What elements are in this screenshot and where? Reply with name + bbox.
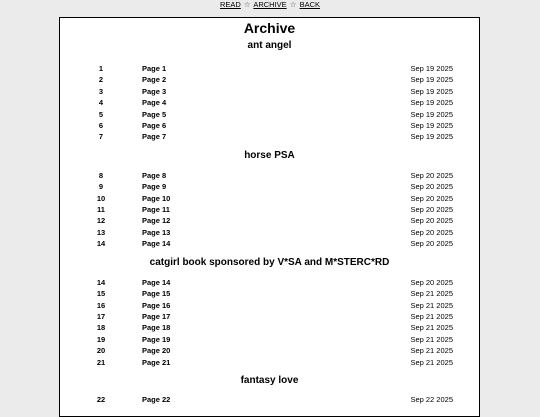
page-date: Sep 19 2025 — [410, 132, 453, 142]
page-link[interactable]: Page 4 — [142, 98, 167, 108]
archive-sections — [60, 39, 479, 405]
archive-row — [60, 170, 479, 181]
archive-row — [60, 394, 479, 405]
section-title: catgirl book sponsored by V*SA and M*STERC*RD — [149, 256, 390, 268]
page-date: Sep 20 2025 — [410, 277, 453, 287]
archive-row — [60, 97, 479, 108]
section-table — [60, 63, 479, 143]
page-number: 2 — [98, 75, 104, 85]
page-number: 13 — [96, 227, 106, 237]
page-date: Sep 19 2025 — [410, 64, 453, 73]
archive-row — [60, 215, 479, 226]
page-date: Sep 20 2025 — [410, 227, 453, 237]
archive-row — [60, 109, 479, 120]
page-number: 15 — [96, 289, 106, 299]
back-link[interactable]: BACK — [299, 0, 321, 9]
read-link[interactable]: READ — [219, 0, 241, 9]
section-table — [60, 394, 479, 405]
page-link[interactable]: Page 20 — [142, 346, 171, 356]
page-date: Sep 22 2025 — [410, 394, 453, 404]
page-date: Sep 21 2025 — [410, 346, 453, 356]
page-link[interactable]: Page 15 — [142, 289, 171, 299]
page-number: 9 — [98, 182, 104, 192]
archive-row — [60, 277, 479, 288]
page-link[interactable]: Page 8 — [142, 170, 167, 180]
archive-row — [60, 181, 479, 192]
page-date: Sep 21 2025 — [410, 300, 453, 310]
page-link[interactable]: Page 17 — [142, 311, 171, 321]
page-link[interactable]: Page 3 — [142, 86, 167, 96]
section-title: horse PSA — [244, 149, 295, 161]
page-link[interactable]: Page 21 — [142, 357, 171, 367]
page-link[interactable]: Page 19 — [142, 334, 171, 344]
page-date: Sep 20 2025 — [410, 182, 453, 192]
page-link[interactable]: Page 14 — [142, 277, 171, 287]
page-link[interactable]: Page 10 — [142, 193, 171, 203]
archive-row — [60, 345, 479, 356]
page-number: 8 — [98, 170, 104, 180]
section-title: ant angel — [247, 40, 292, 51]
page-date: Sep 19 2025 — [410, 75, 453, 85]
page-date: Sep 20 2025 — [410, 239, 453, 249]
archive-row — [60, 120, 479, 131]
page-date: Sep 21 2025 — [410, 357, 453, 367]
page-link[interactable]: Page 11 — [142, 205, 170, 215]
page-link[interactable]: Page 14 — [142, 239, 171, 249]
page-number: 18 — [96, 323, 106, 333]
page-link[interactable]: Page 18 — [142, 323, 171, 333]
archive-row — [60, 300, 479, 311]
page-number: 3 — [98, 86, 104, 96]
page-number: 21 — [96, 357, 106, 367]
page-link[interactable]: Page 5 — [142, 109, 167, 119]
archive-row — [60, 288, 479, 299]
top-nav — [0, 0, 540, 10]
page-date: Sep 21 2025 — [410, 289, 453, 299]
page-date: Sep 20 2025 — [410, 216, 453, 226]
archive-link[interactable]: ARCHIVE — [253, 0, 287, 9]
page-date: Sep 21 2025 — [410, 334, 453, 344]
page-link[interactable]: Page 2 — [142, 75, 167, 85]
archive-row — [60, 193, 479, 204]
page-number: 12 — [96, 216, 106, 226]
page-number: 22 — [96, 394, 106, 404]
page-date: Sep 20 2025 — [410, 193, 453, 203]
archive-row — [60, 86, 479, 97]
archive-row — [60, 357, 479, 368]
page-link[interactable]: Page 9 — [142, 182, 167, 192]
page-link[interactable]: Page 22 — [142, 394, 171, 404]
section-table — [60, 170, 479, 250]
archive-row — [60, 311, 479, 322]
page-date: Sep 21 2025 — [410, 323, 453, 333]
page-number: 7 — [98, 132, 104, 142]
page-date: Sep 20 2025 — [410, 170, 453, 180]
page-number: 19 — [96, 334, 106, 344]
page-date: Sep 19 2025 — [410, 98, 453, 108]
page-link[interactable]: Page 13 — [142, 227, 171, 237]
page-title: Archive — [243, 20, 296, 36]
page-number: 20 — [96, 346, 106, 356]
archive-row — [60, 227, 479, 238]
page-number: 10 — [96, 193, 106, 203]
star-separator: ☆ — [243, 0, 251, 9]
archive-row — [60, 322, 479, 333]
page-date: Sep 21 2025 — [410, 311, 453, 321]
page-date: Sep 19 2025 — [410, 121, 453, 131]
page-number: 16 — [96, 300, 106, 310]
page-date: Sep 19 2025 — [410, 86, 453, 96]
archive-panel — [59, 17, 480, 417]
page-number: 4 — [98, 98, 104, 108]
page-number: 11 — [97, 205, 105, 215]
archive-row — [60, 74, 479, 85]
archive-row — [60, 238, 479, 249]
archive-row — [60, 334, 479, 345]
page-link[interactable]: Page 6 — [142, 121, 167, 131]
star-separator: ☆ — [289, 0, 297, 9]
section-table — [60, 277, 479, 368]
page-number: 1 — [98, 64, 104, 73]
page-number: 17 — [96, 311, 106, 321]
page-date: Sep 19 2025 — [410, 109, 453, 119]
page-number: 14 — [96, 277, 106, 287]
section-title: fantasy love — [240, 374, 299, 386]
page-date: Sep 20 2025 — [410, 205, 453, 215]
page-link[interactable]: Page 1 — [142, 64, 167, 73]
page-number: 6 — [98, 121, 104, 131]
archive-row — [60, 63, 479, 74]
archive-row — [60, 204, 479, 215]
page-link[interactable]: Page 12 — [142, 216, 171, 226]
page-number: 14 — [96, 239, 106, 249]
archive-row — [60, 131, 479, 142]
page-link[interactable]: Page 16 — [142, 300, 171, 310]
page-link[interactable]: Page 7 — [142, 132, 167, 142]
page-number: 5 — [98, 109, 104, 119]
